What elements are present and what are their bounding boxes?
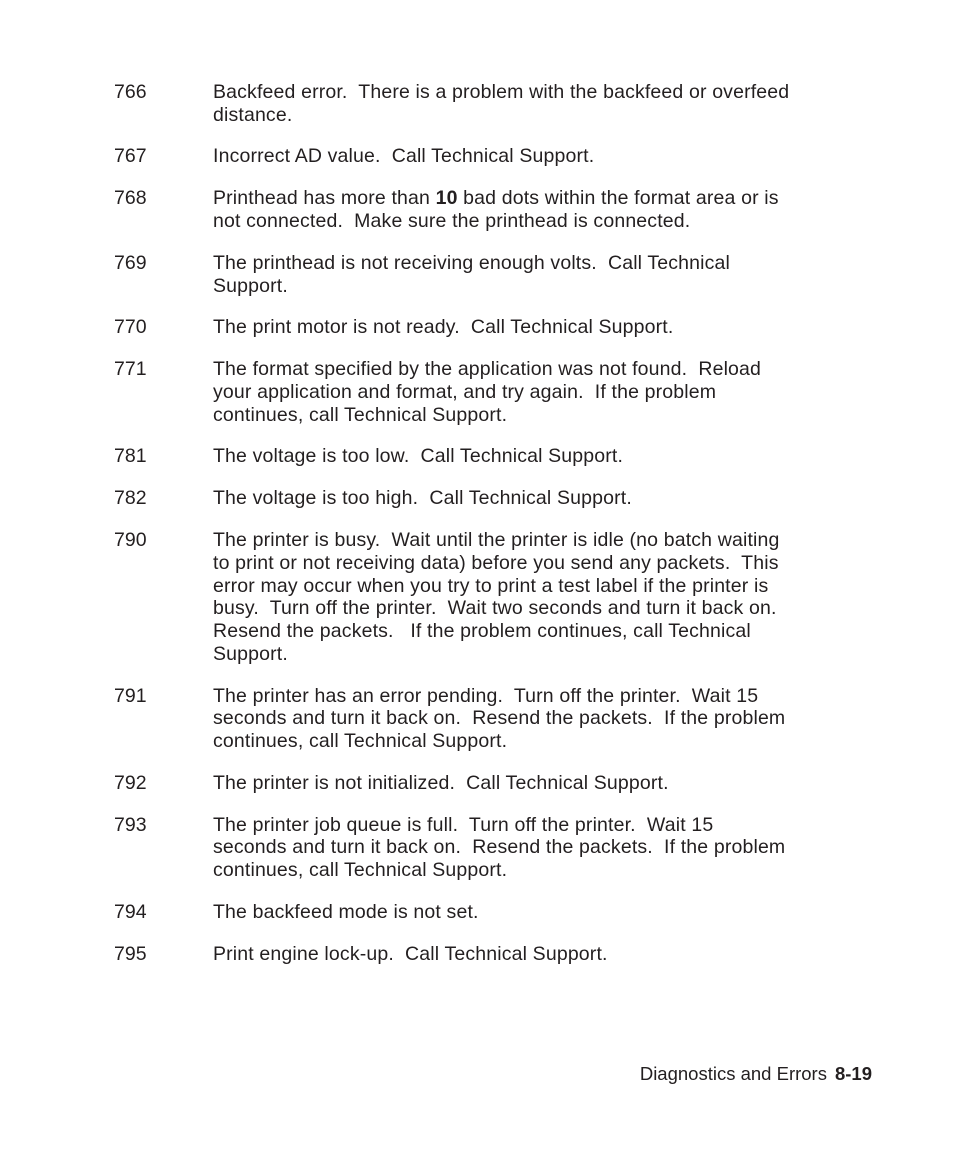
error-code: 782 (114, 487, 147, 510)
error-description (213, 252, 874, 297)
error-entry (114, 901, 874, 924)
error-code: 793 (114, 813, 147, 836)
error-entry (114, 252, 874, 297)
error-entry (114, 187, 874, 232)
description-text: The printer is busy. Wait until the printer is idle (no batch waiting to print or not receiving data) before you send any packets. This error may occur when you try to print a test label if the printer is busy. Turn off the printer. Wait two seconds and turn it back on. Resend the packets. If the problem continues, call Technical Support. (213, 529, 780, 665)
error-description (213, 529, 874, 665)
footer-section-title: Diagnostics and Errors (639, 1063, 827, 1084)
error-description (213, 316, 874, 339)
error-entry (114, 445, 874, 468)
description-text: The printhead is not receiving enough volts. Call Technical Support. (213, 251, 731, 297)
error-description (213, 901, 874, 924)
error-entry (114, 943, 874, 966)
error-description (213, 187, 874, 232)
description-text: The printer has an error pending. Turn off the printer. Wait 15 seconds and turn it back on. Resend the packets. If the problem continues, call Technical Support. (213, 684, 786, 752)
error-entry (114, 81, 874, 126)
error-code: 770 (114, 316, 147, 339)
error-code: 781 (114, 445, 147, 468)
error-entry (114, 814, 874, 882)
error-description (213, 487, 874, 510)
description-text: The printer is not initialized. Call Technical Support. (213, 771, 669, 794)
error-description (213, 814, 874, 882)
description-text: The backfeed mode is not set. (213, 900, 479, 923)
page-footer (640, 1063, 872, 1085)
error-entry (114, 772, 874, 795)
description-text: bad dots within the format area or is not connected. Make sure the printhead is connected. (213, 187, 779, 233)
error-code: 792 (114, 771, 147, 794)
error-description (213, 358, 874, 426)
error-description (213, 81, 874, 126)
description-text: Backfeed error. There is a problem with the backfeed or overfeed distance. (213, 81, 790, 126)
error-entry (114, 685, 874, 753)
error-code: 767 (114, 145, 147, 168)
error-code: 768 (114, 187, 147, 210)
error-code: 790 (114, 529, 147, 552)
error-code: 766 (114, 81, 147, 103)
description-text: Incorrect AD value. Call Technical Support. (213, 145, 595, 168)
emphasized-value: 10 (435, 187, 458, 210)
error-description (213, 943, 874, 966)
description-text: The print motor is not ready. Call Technical Support. (213, 316, 674, 339)
description-text: The format specified by the application was not found. Reload your application and format, and try again. If the problem continues, call Technical Support. (213, 358, 762, 426)
description-text: The voltage is too low. Call Technical Support. (213, 445, 624, 468)
error-entry (114, 145, 874, 168)
error-description (213, 685, 874, 753)
error-entry (114, 316, 874, 339)
description-text: Print engine lock-up. Call Technical Support. (213, 942, 608, 965)
error-code: 771 (114, 358, 147, 381)
description-text: The printer job queue is full. Turn off the printer. Wait 15 seconds and turn it back on. Resend the packets. If the problem continues, call Technical Support. (213, 813, 786, 882)
description-text: The voltage is too high. Call Technical Support. (213, 487, 632, 510)
error-code-list (114, 81, 874, 985)
error-code: 795 (114, 942, 147, 965)
error-entry (114, 358, 874, 426)
error-code: 791 (114, 684, 147, 707)
error-code: 769 (114, 251, 147, 274)
error-description (213, 145, 874, 168)
error-description (213, 772, 874, 795)
description-text: Printhead has more than (213, 187, 436, 210)
error-entry (114, 487, 874, 510)
page-number: 8-19 (834, 1063, 872, 1084)
error-description (213, 445, 874, 468)
error-entry (114, 529, 874, 665)
error-code: 794 (114, 900, 147, 923)
